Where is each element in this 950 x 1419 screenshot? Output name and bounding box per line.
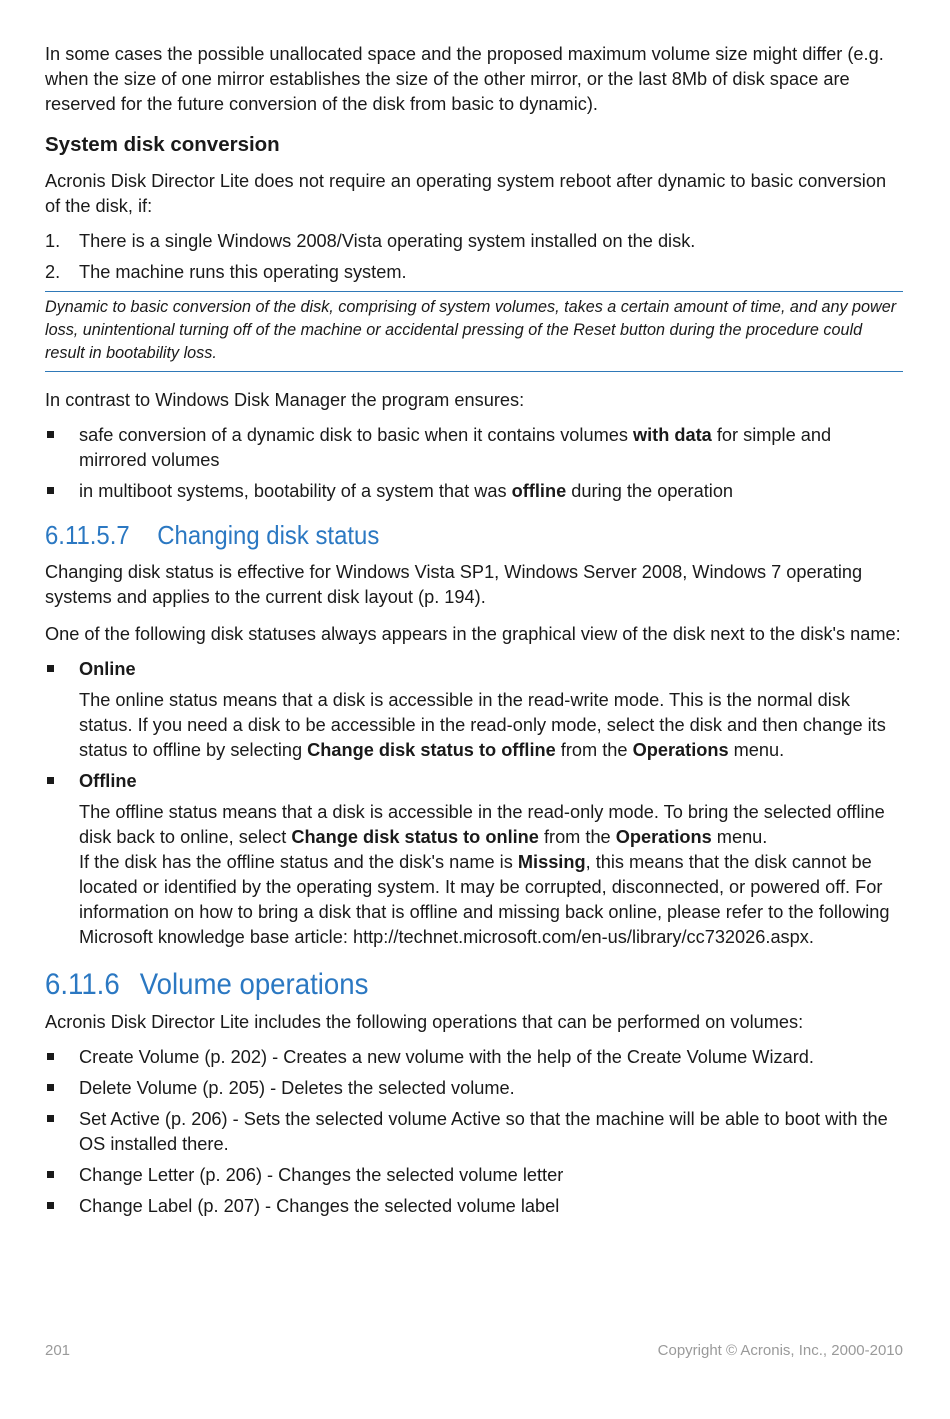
document-page	[45, 42, 903, 1225]
bullet-text: during the operation	[566, 481, 734, 501]
list-item	[45, 1076, 903, 1101]
status-title-online: Online	[79, 659, 136, 679]
list-number: 1.	[45, 231, 61, 251]
bullet-bold-text: with data	[632, 425, 712, 445]
list-number: 2.	[45, 262, 61, 282]
body-text: menu.	[711, 827, 768, 847]
list-item-text: There is a single Windows 2008/Vista operating system installed on the disk.	[79, 231, 696, 251]
section-title: Changing disk status	[157, 520, 380, 550]
list-item-text: Change Letter (p. 206) - Changes the selected volume letter	[79, 1165, 564, 1185]
status-description-online	[79, 688, 903, 763]
ensures-bullet-list	[45, 423, 903, 504]
disk-status-paragraph: Changing disk status is effective for Windows Vista SP1, Windows Server 2008, Windows 7 operating systems and applies to the current disk layout (p. 194).	[45, 562, 863, 607]
status-description-offline	[79, 800, 903, 950]
body-text: If the disk has the offline status and the disk's name is	[79, 852, 518, 872]
copyright-text: Copyright © Acronis, Inc., 2000-2010	[657, 1342, 903, 1359]
bullet-square-icon	[47, 1202, 54, 1209]
bullet-square-icon	[47, 777, 54, 784]
volume-operations-paragraph: Acronis Disk Director Lite includes the following operations that can be performed on volumes:	[45, 1012, 804, 1032]
system-disk-paragraph: Acronis Disk Director Lite does not require an operating system reboot after dynamic to basic conversion of the disk, if:	[45, 171, 887, 216]
list-item-text: Create Volume (p. 202) - Creates a new volume with the help of the Create Volume Wizard.	[79, 1047, 814, 1067]
intro-paragraph: In some cases the possible unallocated space and the proposed maximum volume size might differ (e.g. when the size of one mirror establishes the size of the other mirror, or the last 8Mb of disk space are reserved for the future conversion of the disk from basic to dynamic).	[45, 44, 884, 114]
contrast-paragraph: In contrast to Windows Disk Manager the program ensures:	[45, 390, 525, 410]
status-name-text: Missing	[517, 852, 586, 872]
list-item-text: Set Active (p. 206) - Sets the selected volume Active so that the machine will be able to boot with the OS installed there.	[79, 1109, 888, 1154]
list-item-text: Delete Volume (p. 205) - Deletes the selected volume.	[79, 1078, 515, 1098]
bullet-square-icon	[47, 431, 54, 438]
bullet-square-icon	[47, 487, 54, 494]
list-item	[45, 1045, 903, 1070]
bullet-text: in multiboot systems, bootability of a system that was	[79, 481, 512, 501]
page-footer	[45, 1342, 903, 1359]
list-item-offline	[45, 769, 903, 950]
body-text: from the	[538, 827, 616, 847]
status-list	[45, 657, 903, 950]
menu-command-text: Change disk status to offline	[307, 740, 556, 760]
menu-command-text: Change disk status to online	[291, 827, 539, 847]
list-item-text: Change Label (p. 207) - Changes the selected volume label	[79, 1196, 560, 1216]
section-heading-disk-status	[45, 518, 834, 552]
bullet-square-icon	[47, 665, 54, 672]
list-item-online	[45, 657, 903, 763]
body-text: The offline status means that a disk is accessible in the read-only mode. To bring the selected offline disk back to online, select	[79, 802, 885, 847]
bullet-text: for simple and mirrored volumes	[79, 425, 832, 470]
bullet-text: safe conversion of a dynamic disk to basic when it contains volumes	[79, 425, 633, 445]
section-number: 6.11.5.7	[45, 520, 130, 550]
section-number: 6.11.6	[45, 968, 120, 1001]
system-disk-heading: System disk conversion	[45, 133, 280, 156]
page-number: 201	[45, 1342, 71, 1359]
body-text: from the	[555, 740, 633, 760]
list-item	[45, 260, 903, 285]
bullet-square-icon	[47, 1115, 54, 1122]
volume-operations-list	[45, 1045, 903, 1219]
numbered-list	[45, 229, 903, 285]
section-title: Volume operations	[139, 968, 369, 1001]
body-text: menu.	[728, 740, 785, 760]
list-item	[45, 423, 903, 473]
list-item	[45, 479, 903, 504]
disk-status-paragraph: One of the following disk statuses always appears in the graphical view of the disk next to the disk's name:	[45, 624, 901, 644]
body-text: , this means that the disk cannot be located or identified by the operating system. It may be corrupted, disconnected, or powered off. For information on how to bring a disk that is offline and missing back online, please refer to the following Microsoft knowledge base article: http://technet.microsoft.com/en-us/library/cc732026.aspx.	[79, 852, 890, 947]
section-heading-volume-operations	[45, 966, 834, 1004]
note-text: Dynamic to basic conversion of the disk, comprising of system volumes, takes a certain amount of time, and any power loss, unintentional turning off of the machine or accidental pressing of the Reset button during the procedure could result in bootability loss.	[45, 298, 897, 362]
list-item	[45, 229, 903, 254]
status-title-offline: Offline	[79, 771, 137, 791]
list-item	[45, 1163, 903, 1188]
body-text: The online status means that a disk is accessible in the read-write mode. This is the normal disk status. If you need a disk to be accessible in the read-only mode, select the disk and then change its status to offline by selecting	[79, 690, 886, 760]
list-item-text: The machine runs this operating system.	[79, 262, 407, 282]
bullet-square-icon	[47, 1171, 54, 1178]
bullet-square-icon	[47, 1084, 54, 1091]
bullet-bold-text: offline	[511, 481, 567, 501]
list-item	[45, 1107, 903, 1157]
bullet-square-icon	[47, 1053, 54, 1060]
menu-name-text: Operations	[615, 827, 712, 847]
menu-name-text: Operations	[632, 740, 729, 760]
list-item	[45, 1194, 903, 1219]
warning-note	[45, 291, 903, 372]
